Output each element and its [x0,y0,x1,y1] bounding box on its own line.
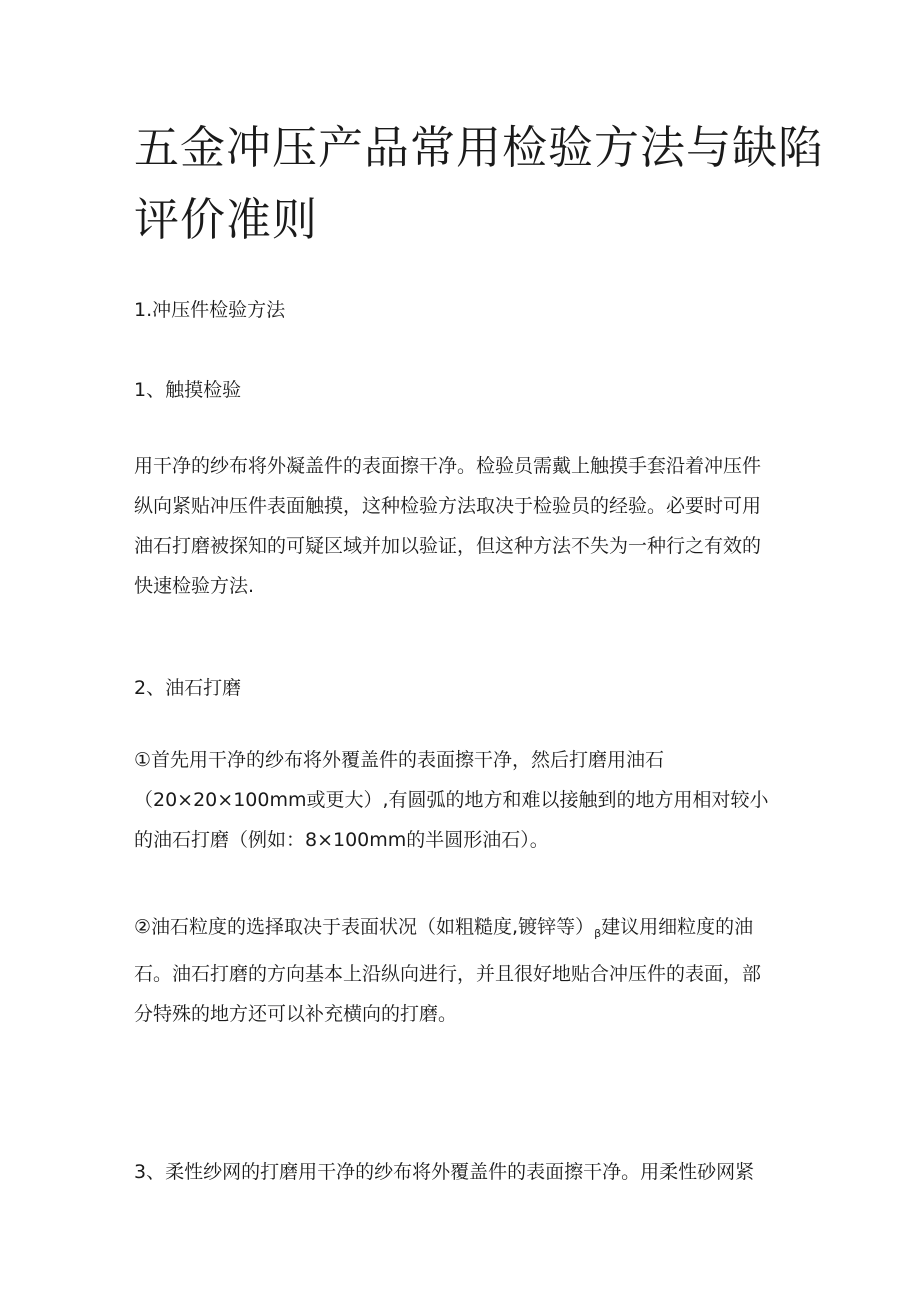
item2-paragraph-1 [134,740,794,860]
item1-line-3: 油石打磨被探知的可疑区域并加以验证，但这种方法不失为一种行之有效的 [134,535,762,557]
item1-paragraph [134,446,794,606]
item2-p2-line-3: 分特殊的地方还可以补充横向的打磨。 [134,1003,458,1025]
item2-p1-line-3: 的油石打磨（例如：8×100mm的半圆形油石）。 [134,829,549,851]
item1-line-2: 纵向紧贴冲压件表面触摸，这种检验方法取决于检验员的经验。必要时可用 [134,495,762,517]
item1-line-4: 快速检验方法. [134,575,255,597]
item1-heading: 1、触摸检验 [134,379,242,401]
item2-p1-line-1: ①首先用干净的纱布将外覆盖件的表面擦干净，然后打磨用油石 [134,749,665,771]
item2-heading: 2、油石打磨 [134,677,242,699]
title-line-1: 五金冲压产品常用检验方法与缺陷 [134,121,825,174]
title-line-2: 评价准则 [134,193,319,246]
item2-paragraph-2 [134,907,794,1034]
item2-p2-subscript: β [594,927,602,940]
item3-paragraph [134,1152,794,1192]
document-title [134,112,825,256]
item1-line-1: 用干净的纱布将外凝盖件的表面擦干净。检验员需戴上触摸手套沿着冲压件 [134,455,762,477]
item2-p2-line-1-after: 建议用细粒度的油 [601,916,754,938]
item2-p2-line-1 [134,907,794,954]
item2-p2-line-2: 石。油石打磨的方向基本上沿纵向进行，并且很好地贴合冲压件的表面，部 [134,963,762,985]
item2-p1-line-2: （20×20×100mm或更大）,有圆弧的地方和难以接触到的地方用相对较小 [134,789,769,811]
section-heading: 1.冲压件检验方法 [134,299,286,321]
item3-line-1: 3、柔性纱网的打磨用干净的纱布将外覆盖件的表面擦干净。用柔性砂网紧 [134,1161,755,1183]
item2-p2-line-1-before: ②油石粒度的选择取决于表面状况（如粗糙度,镀锌等） [134,916,595,938]
